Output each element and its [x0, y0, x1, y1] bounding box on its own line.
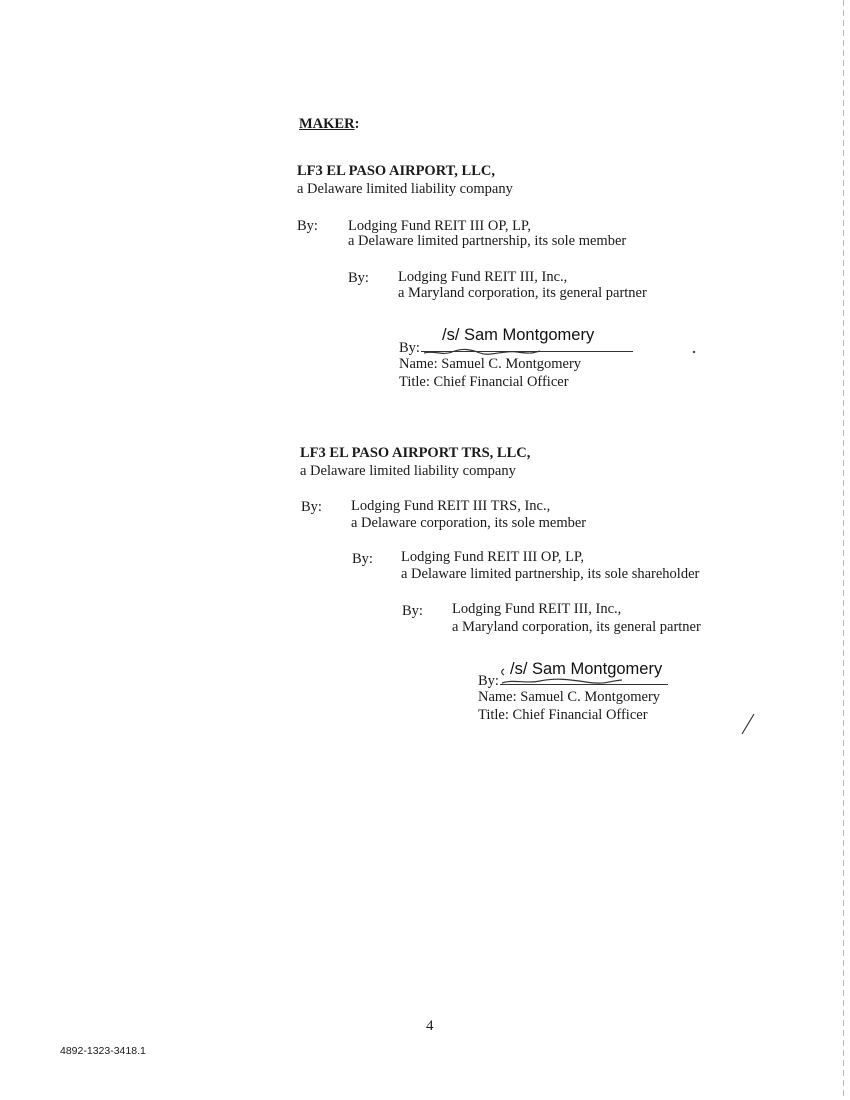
maker-heading	[299, 116, 359, 133]
entity2-sig-by-label: By:	[478, 673, 499, 689]
entity1-sig-by-label: By:	[399, 340, 420, 356]
document-id: 4892-1323-3418.1	[60, 1045, 146, 1057]
maker-heading-text: MAKER	[299, 116, 355, 132]
entity2-description: a Delaware limited liability company	[300, 463, 516, 479]
entity1-gp-name: Lodging Fund REIT III, Inc.,	[398, 269, 568, 285]
entity2-sh-desc: a Delaware limited partnership, its sole shareholder	[401, 566, 700, 582]
entity1-name-line: Name: Samuel C. Montgomery	[399, 356, 582, 372]
entity2-member-desc: a Delaware corporation, its sole member	[351, 515, 587, 531]
entity1-title-line: Title: Chief Financial Officer	[399, 374, 569, 390]
entity1-name: LF3 EL PASO AIRPORT, LLC,	[297, 163, 495, 179]
entity2-title-line: Title: Chief Financial Officer	[478, 707, 648, 723]
entity1-by-label: By:	[297, 218, 318, 234]
entity2-handwritten-mark	[496, 665, 626, 687]
entity2-signature: /s/ Sam Montgomery	[510, 660, 663, 678]
entity2-name: LF3 EL PASO AIRPORT TRS, LLC,	[300, 445, 531, 461]
entity2-gp-name: Lodging Fund REIT III, Inc.,	[452, 601, 622, 617]
entity2-sh-name: Lodging Fund REIT III OP, LP,	[401, 549, 585, 565]
entity2-member-name: Lodging Fund REIT III TRS, Inc.,	[351, 498, 551, 514]
entity2-gp-by-label: By:	[402, 603, 423, 619]
scan-speck	[692, 350, 696, 354]
scan-edge-artifact	[843, 0, 844, 1100]
entity1-gp-desc: a Maryland corporation, its general partner	[398, 285, 647, 301]
entity2-by-label: By:	[301, 499, 322, 515]
entity2-name-line: Name: Samuel C. Montgomery	[478, 689, 661, 705]
stray-pen-mark	[738, 712, 758, 736]
entity2-sh-by-label: By:	[352, 551, 373, 567]
entity1-member-desc: a Delaware limited partnership, its sole member	[348, 233, 627, 249]
entity1-signature: /s/ Sam Montgomery	[442, 326, 595, 344]
entity2-gp-desc: a Maryland corporation, its general partner	[452, 619, 701, 635]
page-number: 4	[426, 1018, 434, 1034]
maker-heading-colon: :	[354, 116, 360, 132]
entity1-gp-by-label: By:	[348, 270, 369, 286]
entity1-member-name: Lodging Fund REIT III OP, LP,	[348, 218, 532, 234]
entity1-description: a Delaware limited liability company	[297, 181, 513, 197]
